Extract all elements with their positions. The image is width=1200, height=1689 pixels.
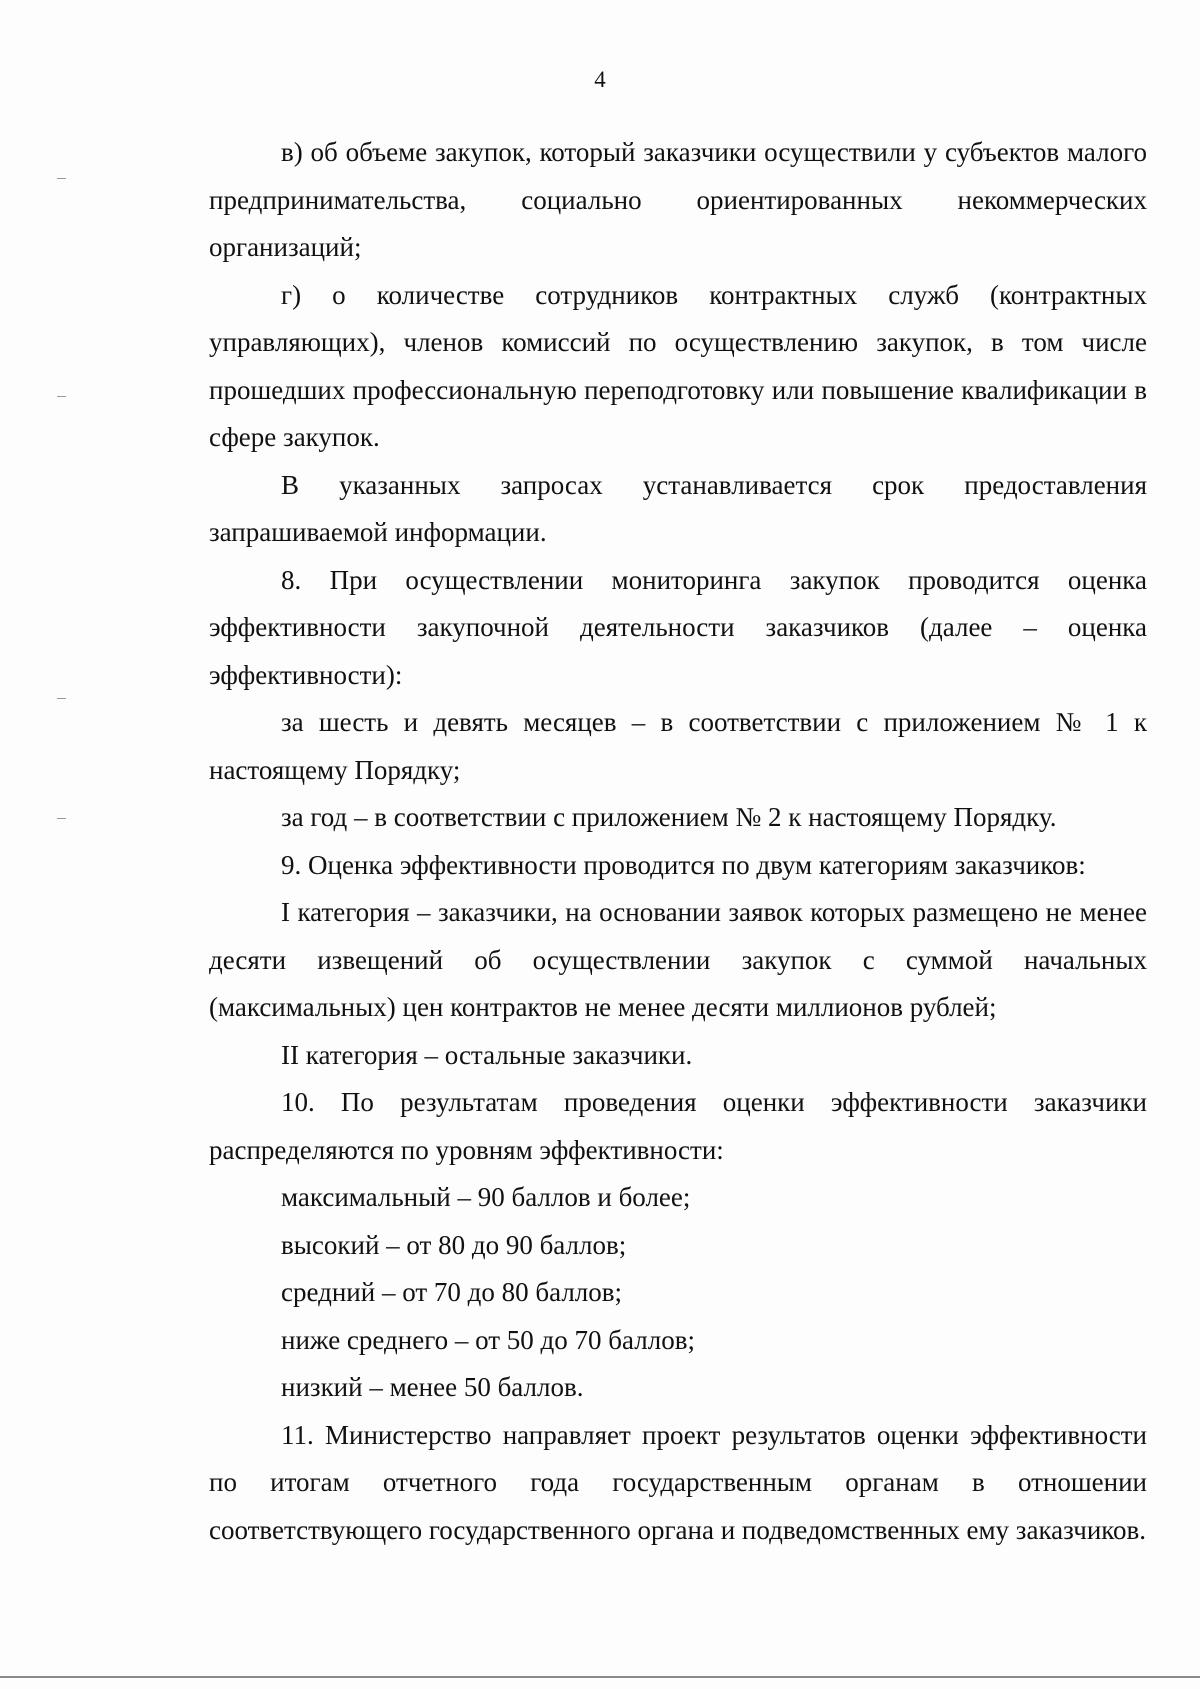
paragraph-10: 10. По результатам проведения оценки эффективности заказчики распределяются по уровням эффективности:	[209, 1087, 1147, 1165]
margin-mark	[57, 396, 66, 397]
paragraph-year: за год – в соответствии с приложением № 2 к настоящему Порядку.	[281, 802, 1057, 832]
margin-mark	[57, 698, 66, 699]
level-low: низкий – менее 50 баллов.	[281, 1372, 584, 1402]
paragraph-category-1: I категория – заказчики, на основании заявок которых размещено не менее десяти извещений об осуществлении закупок с суммой начальных (максимальных) цен контрактов не менее десяти миллионов рублей;	[209, 897, 1147, 1022]
margin-mark	[57, 818, 66, 819]
paragraph-8: 8. При осуществлении мониторинга закупок проводится оценка эффективности закупочной деятельности заказчиков (далее – оценка эффективности):	[209, 564, 1147, 690]
level-high: высокий – от 80 до 90 баллов;	[281, 1229, 627, 1260]
paragraph-v: в) об объеме закупок, который заказчики осуществили у субъектов малого предпринимательства, социально ориентированных некоммерческих организаций;	[209, 137, 1147, 262]
level-medium: средний – от 70 до 80 баллов;	[281, 1277, 623, 1307]
level-maximum: максимальный – 90 баллов и более;	[281, 1182, 691, 1212]
paragraph-11: 11. Министерство направляет проект результатов оценки эффективности по итогам отчетного года государственным органам в отношении соответствующего государственного органа и подведомственных ему заказчиков.	[209, 1419, 1147, 1545]
paragraph-request-deadline: В указанных запросах устанавливается срок предоставления запрашиваемой информации.	[209, 469, 1147, 547]
paragraph-9: 9. Оценка эффективности проводится по двум категориям заказчиков:	[281, 849, 1086, 880]
margin-mark	[57, 178, 66, 179]
paragraph-g: г) о количестве сотрудников контрактных служб (контрактных управляющих), членов комиссий по осуществлению закупок, в том числе прошедших профессиональную переподготовку или повышение квалификации в сфере закупок.	[209, 279, 1147, 452]
page-number: 4	[594, 67, 606, 92]
page-bottom-rule	[0, 1676, 1200, 1678]
paragraph-six-nine-months: за шесть и девять месяцев – в соответствии с приложением № 1 к настоящему Порядку;	[209, 707, 1147, 785]
level-below-medium: ниже среднего – от 50 до 70 баллов;	[281, 1324, 695, 1355]
document-body	[209, 129, 1147, 1554]
paragraph-category-2: II категория – остальные заказчики.	[281, 1039, 693, 1070]
